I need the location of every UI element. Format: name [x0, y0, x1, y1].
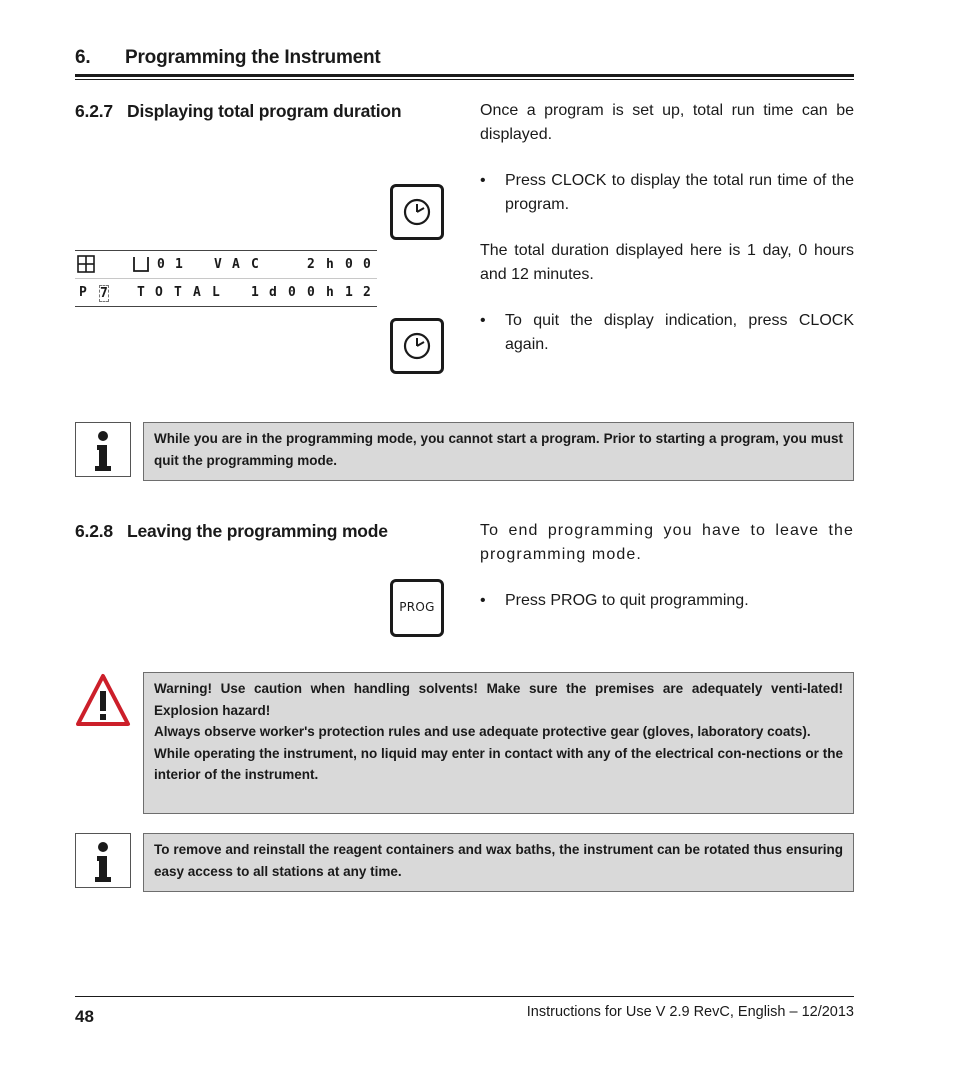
- chapter-heading: [75, 47, 381, 69]
- bullet-press-prog: [480, 589, 854, 613]
- note-programming-mode: While you are in the programming mode, you cannot start a program. Prior to starting a program, you must quit the programming mode.: [143, 422, 854, 481]
- warning-solvents-box: [143, 672, 854, 814]
- bullet-press-clock: [480, 169, 854, 216]
- lcd-char: C: [251, 257, 259, 272]
- bullet-dot: •: [480, 592, 486, 609]
- lcd-char: h: [326, 257, 334, 272]
- note-rotation: To remove and reinstall the reagent containers and wax baths, the instrument can be rotated thus ensuring easy access to all stations at any time.: [143, 833, 854, 892]
- container-icon: [132, 255, 150, 273]
- lcd-char: L: [212, 285, 220, 300]
- section-number: 6.2.8: [75, 521, 113, 541]
- lcd-char: 0: [307, 285, 315, 300]
- bullet-quit-display: [480, 309, 854, 356]
- lcd-char: V: [214, 257, 222, 272]
- lcd-char: 0: [157, 257, 165, 272]
- section-title: Displaying total program duration: [127, 101, 402, 121]
- section-628-intro: To end programming you have to leave the programming mode.: [480, 522, 854, 563]
- chapter-number: 6.: [75, 47, 91, 68]
- footer-rule: [75, 996, 854, 997]
- clock-key-button: [390, 184, 444, 240]
- info-icon: [76, 834, 130, 887]
- clock-key-button-2: [390, 318, 444, 374]
- lcd-char: 2: [307, 257, 315, 272]
- grid-icon: [77, 255, 95, 273]
- bullet-dot: •: [480, 172, 486, 189]
- lcd-char: T: [174, 285, 182, 300]
- clock-icon: [393, 187, 441, 237]
- lcd-char: 1: [175, 257, 183, 272]
- lcd-char-blinking: 7: [100, 286, 108, 301]
- header-rule: [75, 74, 854, 77]
- bullet-text: Press PROG to quit programming.: [505, 592, 749, 609]
- note-info-box: [75, 422, 131, 477]
- warning-line-3: While operating the instrument, no liquid may enter in contact with any of the electrical con-nections or the interior of the instrument.: [154, 745, 843, 782]
- page-number: 48: [75, 1007, 94, 1026]
- lcd-char: 2: [363, 285, 371, 300]
- lcd-char: 1: [251, 285, 259, 300]
- lcd-char: A: [193, 285, 201, 300]
- lcd-char: T: [137, 285, 145, 300]
- section-heading-628: [75, 521, 388, 542]
- lcd-char: d: [269, 285, 277, 300]
- clock-icon: [393, 321, 441, 371]
- lcd-char: 0: [345, 257, 353, 272]
- prog-key-button: [390, 579, 444, 637]
- chapter-title: Programming the Instrument: [125, 47, 381, 68]
- lcd-display: [75, 250, 377, 307]
- section-number: 6.2.7: [75, 101, 113, 121]
- lcd-char: 0: [288, 285, 296, 300]
- info-icon: [76, 423, 130, 476]
- header-rule-thin: [75, 79, 854, 80]
- prog-key-label: PROG: [399, 600, 435, 614]
- lcd-char: 0: [363, 257, 371, 272]
- bullet-dot: •: [480, 312, 486, 329]
- bullet-text: To quit the display indication, press CLOCK again.: [505, 312, 854, 353]
- bullet-text: Press CLOCK to display the total run time of the program.: [505, 172, 854, 213]
- section-title: Leaving the programming mode: [127, 521, 388, 541]
- lcd-row-2: [75, 279, 377, 304]
- section-heading-627: [75, 101, 401, 122]
- lcd-char: P: [79, 285, 87, 300]
- footer-doc-info: Instructions for Use V 2.9 RevC, English – 12/2013: [526, 1004, 854, 1020]
- warning-line-2: Always observe worker's protection rules and use adequate protective gear (gloves, laboratory coats).: [154, 724, 811, 739]
- note-info-box-2: [75, 833, 131, 888]
- warning-line-1: Warning! Use caution when handling solvents! Make sure the premises are adequately venti-lated! Explosion hazard!: [154, 681, 843, 718]
- lcd-char: 1: [345, 285, 353, 300]
- section-627-intro: Once a program is set up, total run time can be displayed.: [480, 102, 854, 143]
- duration-explanation: The total duration displayed here is 1 day, 0 hours and 12 minutes.: [480, 242, 854, 283]
- lcd-char: A: [232, 257, 240, 272]
- lcd-char: h: [326, 285, 334, 300]
- lcd-char: O: [155, 285, 163, 300]
- warning-triangle-icon: [75, 672, 131, 728]
- lcd-row-1: [75, 251, 377, 276]
